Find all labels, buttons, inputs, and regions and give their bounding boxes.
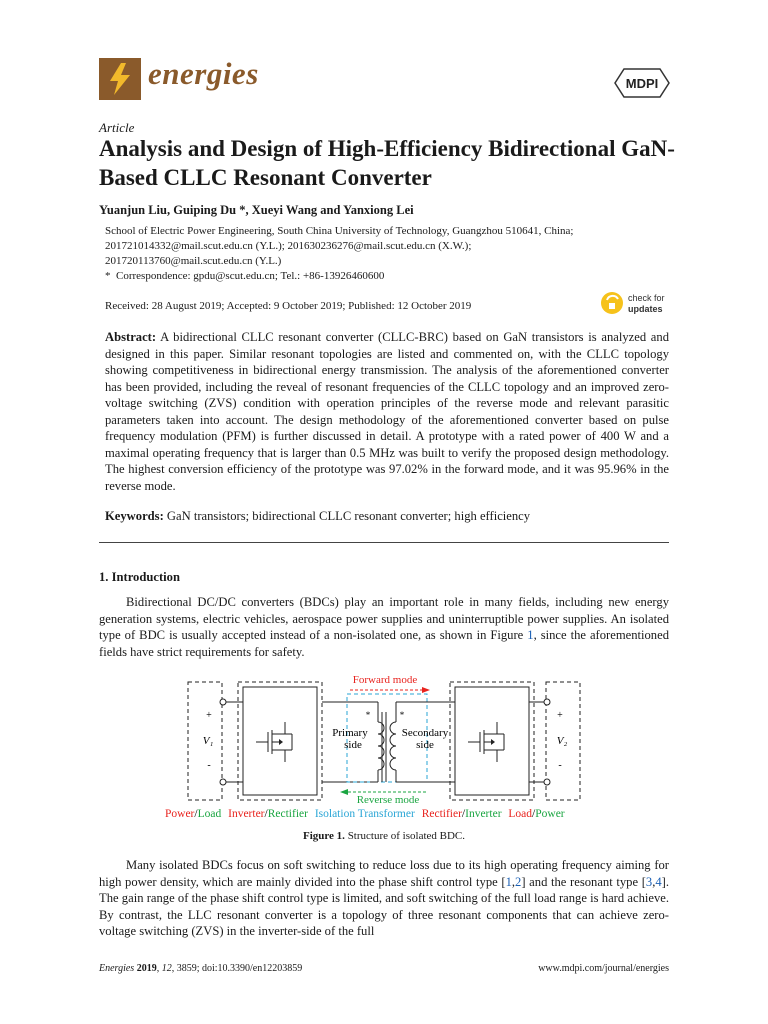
mdpi-logo [614,68,670,98]
journal-name: energies [148,56,259,91]
svg-text:*: * [365,710,371,720]
correspondence-mark: * [105,270,111,282]
citation-link[interactable]: 4 [655,874,662,889]
transistor-icon [256,722,292,762]
svg-text:V₁: V₁ [202,735,214,747]
paper-title: Analysis and Design of High-Efficiency Bidirectional GaN-Based CLLC Resonant Converter [99,136,675,190]
correspondence-text: Correspondence: gpdu@scut.edu.cn; Tel.: +86-13926460600 [116,270,385,282]
svg-text:V₂: V₂ [556,735,568,747]
figure-1-diagram [160,672,610,820]
publication-dates: Received: 28 August 2019; Accepted: 9 October 2019; Published: 12 October 2019 [105,300,472,312]
svg-text:+: + [206,710,212,721]
figure-link[interactable]: 1 [527,628,534,642]
paragraph: Many isolated BDCs focus on soft switching to reduce loss due to its high operating frequency aiming for high power density, which are mainly divided into the phase shift control type [1,2] and the resonant type [3,4]. The gain range of the phase shift control type is limited, and soft switching of the full load range is hard achieve. By contrast, the LLC resonant converter is a topology of three resonant components that can achieve zero-voltage switching (ZVS) in the inverter-side of the full [99,858,669,938]
paragraph: Bidirectional DC/DC converters (BDCs) play an important role in many fields, including new energy generation systems, electric vehicles, aerospace power supplies and uninterruptible power supplies. An isolated type of BDC is usually accepted instead of a non-isolated one, as shown in Figure 1, since the aforementioned fields have strict requirements for safety. [99,595,669,659]
forward-mode-label: Forward mode [352,674,418,686]
svg-text:side: side [344,739,362,751]
svg-text:check for: check for [628,293,665,303]
citation-link[interactable]: 3 [645,874,653,889]
footer-url[interactable]: www.mdpi.com/journal/energies [538,963,669,974]
abstract-text: A bidirectional CLLC resonant converter (CLLC-BRC) based on GaN transistors is analyzed and designed in this paper. Similar resonant topologies are listed and commented on, with the CLLC topology showing competitiveness in bidirectional energy transmission. The analysis of the aforementioned converter has been provided, including the reveal of resonant frequencies of the CLLC topology and an improved zero-voltage switching (ZVS) condition with operation principles of the reverse mode and relevant parasitic parameters taken into account. The design methodology of the aforementioned converter based on pulse frequency modulation (PFM) is further discussed in detail. A prototype with a rated power of 400 W and a maximal operating frequency that is larger than 0.5 MHz was built to verify the proposed design methodology. The highest conversion efficiency of the prototype was 97.02% in the forward mode, and it was 95.96% in the reverse mode. [105,330,669,493]
transistor-icon [468,722,504,762]
footer-citation: Energies 2019, 12, 3859; doi:10.3390/en12203859 [99,963,303,974]
svg-text:Primary: Primary [332,727,368,739]
svg-text:*: * [399,710,405,720]
svg-text:side: side [416,739,434,751]
section-heading: 1. Introduction [99,570,180,584]
keywords-text: GaN transistors; bidirectional CLLC resonant converter; high efficiency [166,509,531,523]
divider [99,542,669,543]
article-type: Article [99,120,135,135]
correspondence [105,269,384,284]
svg-text:updates: updates [628,304,663,314]
citation-link[interactable]: 2 [515,874,522,889]
author-list: Yuanjun Liu, Guiping Du *, Xueyi Wang and Yanxiong Lei [99,203,414,217]
abstract-label: Abstract: [105,330,157,344]
publisher-label: MDPI [625,76,659,91]
figure-bottom-labels: Power/Load Inverter/Rectifier Isolation Transformer Rectifier/Inverter Load/Power [165,808,565,820]
keywords [105,508,669,525]
reverse-mode-label: Reverse mode [356,794,420,806]
abstract [105,329,669,494]
check-updates-badge[interactable] [600,290,670,321]
svg-text:+: + [557,710,563,721]
primary-winding [378,722,384,770]
citation-link[interactable]: 1 [505,874,512,889]
journal-logo [99,58,141,100]
affiliation-line: 201720113760@mail.scut.edu.cn (Y.L.) [105,255,282,267]
lightning-icon [99,58,141,100]
secondary-winding [390,722,396,770]
arrow-left-icon [340,789,348,795]
svg-text:Secondary: Secondary [401,727,449,739]
svg-text:-: - [558,760,562,771]
affiliation-line: School of Electric Power Engineering, South China University of Technology, Guangzhou 510641, China; [105,225,574,237]
svg-text:-: - [207,760,211,771]
keywords-label: Keywords: [105,509,164,523]
affiliation-line: 201721014332@mail.scut.edu.cn (Y.L.); 201630236276@mail.scut.edu.cn (X.W.); [105,240,472,252]
figure-caption: Figure 1. Structure of isolated BDC. [302,830,466,842]
arrow-right-icon [422,687,430,693]
